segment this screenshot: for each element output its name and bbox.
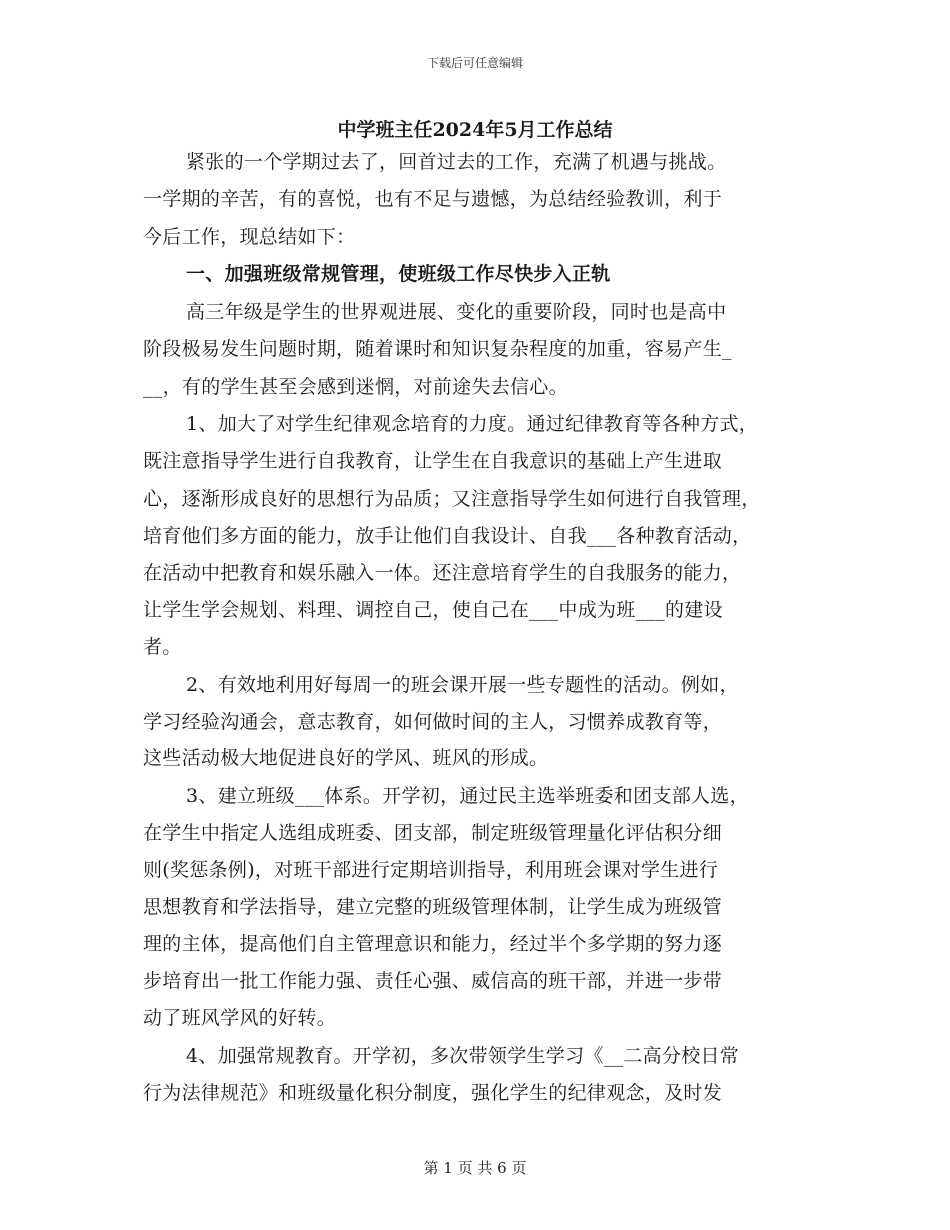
document-title: 中学班主任2024年5月工作总结 bbox=[337, 119, 613, 141]
paragraph-line: 让学生学会规划、料理、调控自己，使自己在___中成为班___的建设 bbox=[143, 599, 723, 621]
paragraph-line: 培育他们多方面的能力，放手让他们自我设计、自我___各种教育活动， bbox=[143, 525, 752, 547]
paragraph-line: 紧张的一个学期过去了，回首过去的工作，充满了机遇与挑战。 bbox=[186, 151, 727, 173]
paragraph-line: 在活动中把教育和娱乐融入一体。还注意培育学生的自我服务的能力， bbox=[143, 562, 742, 584]
paragraph-line: 2、有效地利用好每周一的班会课开展一些专题性的活动。例如， bbox=[186, 674, 739, 696]
paragraph-line: 4、加强常规教育。开学初，多次带领学生学习《__二高分校日常 bbox=[186, 1045, 740, 1067]
paragraph-line: 一学期的辛苦，有的喜悦，也有不足与遗憾，为总结经验教训，利于 bbox=[143, 188, 723, 210]
page-header-note: 下载后可任意编辑 bbox=[426, 56, 523, 70]
paragraph-line: 今后工作，现总结如下： bbox=[143, 226, 356, 248]
section-heading: 一、加强班级常规管理，使班级工作尽快步入正轨 bbox=[186, 263, 611, 285]
paragraph-line: 3、建立班级___体系。开学初，通过民主选举班委和团支部人选， bbox=[186, 785, 749, 807]
paragraph-line: 动了班风学风的好转。 bbox=[143, 1007, 337, 1029]
paragraph-line: 在学生中指定人选组成班委、团支部，制定班级管理量化评估积分细 bbox=[143, 822, 723, 844]
paragraph-line: 思想教育和学法指导，建立完整的班级管理体制，让学生成为班级管 bbox=[143, 896, 723, 918]
paragraph-line: 步培育出一批工作能力强、责任心强、威信高的班干部，并进一步带 bbox=[143, 970, 723, 992]
paragraph-line: 高三年级是学生的世界观进展、变化的重要阶段，同时也是高中 bbox=[186, 301, 727, 323]
page-number: 第 1 页 共 6 页 bbox=[423, 1159, 527, 1177]
paragraph-line: 行为法律规范》和班级量化积分制度，强化学生的纪律观念，及时发 bbox=[143, 1082, 723, 1104]
paragraph-line: 阶段极易发生问题时期，随着课时和知识复杂程度的加重，容易产生_ bbox=[143, 338, 732, 360]
paragraph-line: 这些活动极大地促进良好的学风、班风的形成。 bbox=[143, 747, 549, 769]
paragraph-line: 1、加大了对学生纪律观念培育的力度。通过纪律教育等各种方式， bbox=[186, 413, 759, 435]
paragraph-line: 心，逐渐形成良好的思想行为品质；又注意指导学生如何进行自我管理， bbox=[143, 488, 761, 510]
paragraph-line: 者。 bbox=[143, 636, 182, 658]
paragraph-line: 既注意指导学生进行自我教育，让学生在自我意识的基础上产生进取 bbox=[143, 450, 723, 472]
paragraph-line: 则(奖惩条例)，对班干部进行定期培训指导，利用班会课对学生进行 bbox=[143, 859, 719, 881]
paragraph-line: 学习经验沟通会，意志教育，如何做时间的主人，习惯养成教育等， bbox=[143, 711, 723, 733]
paragraph-line: 理的主体，提高他们自主管理意识和能力，经过半个多学期的努力逐 bbox=[143, 933, 723, 955]
paragraph-line: __，有的学生甚至会感到迷惘，对前途失去信心。 bbox=[143, 376, 568, 398]
